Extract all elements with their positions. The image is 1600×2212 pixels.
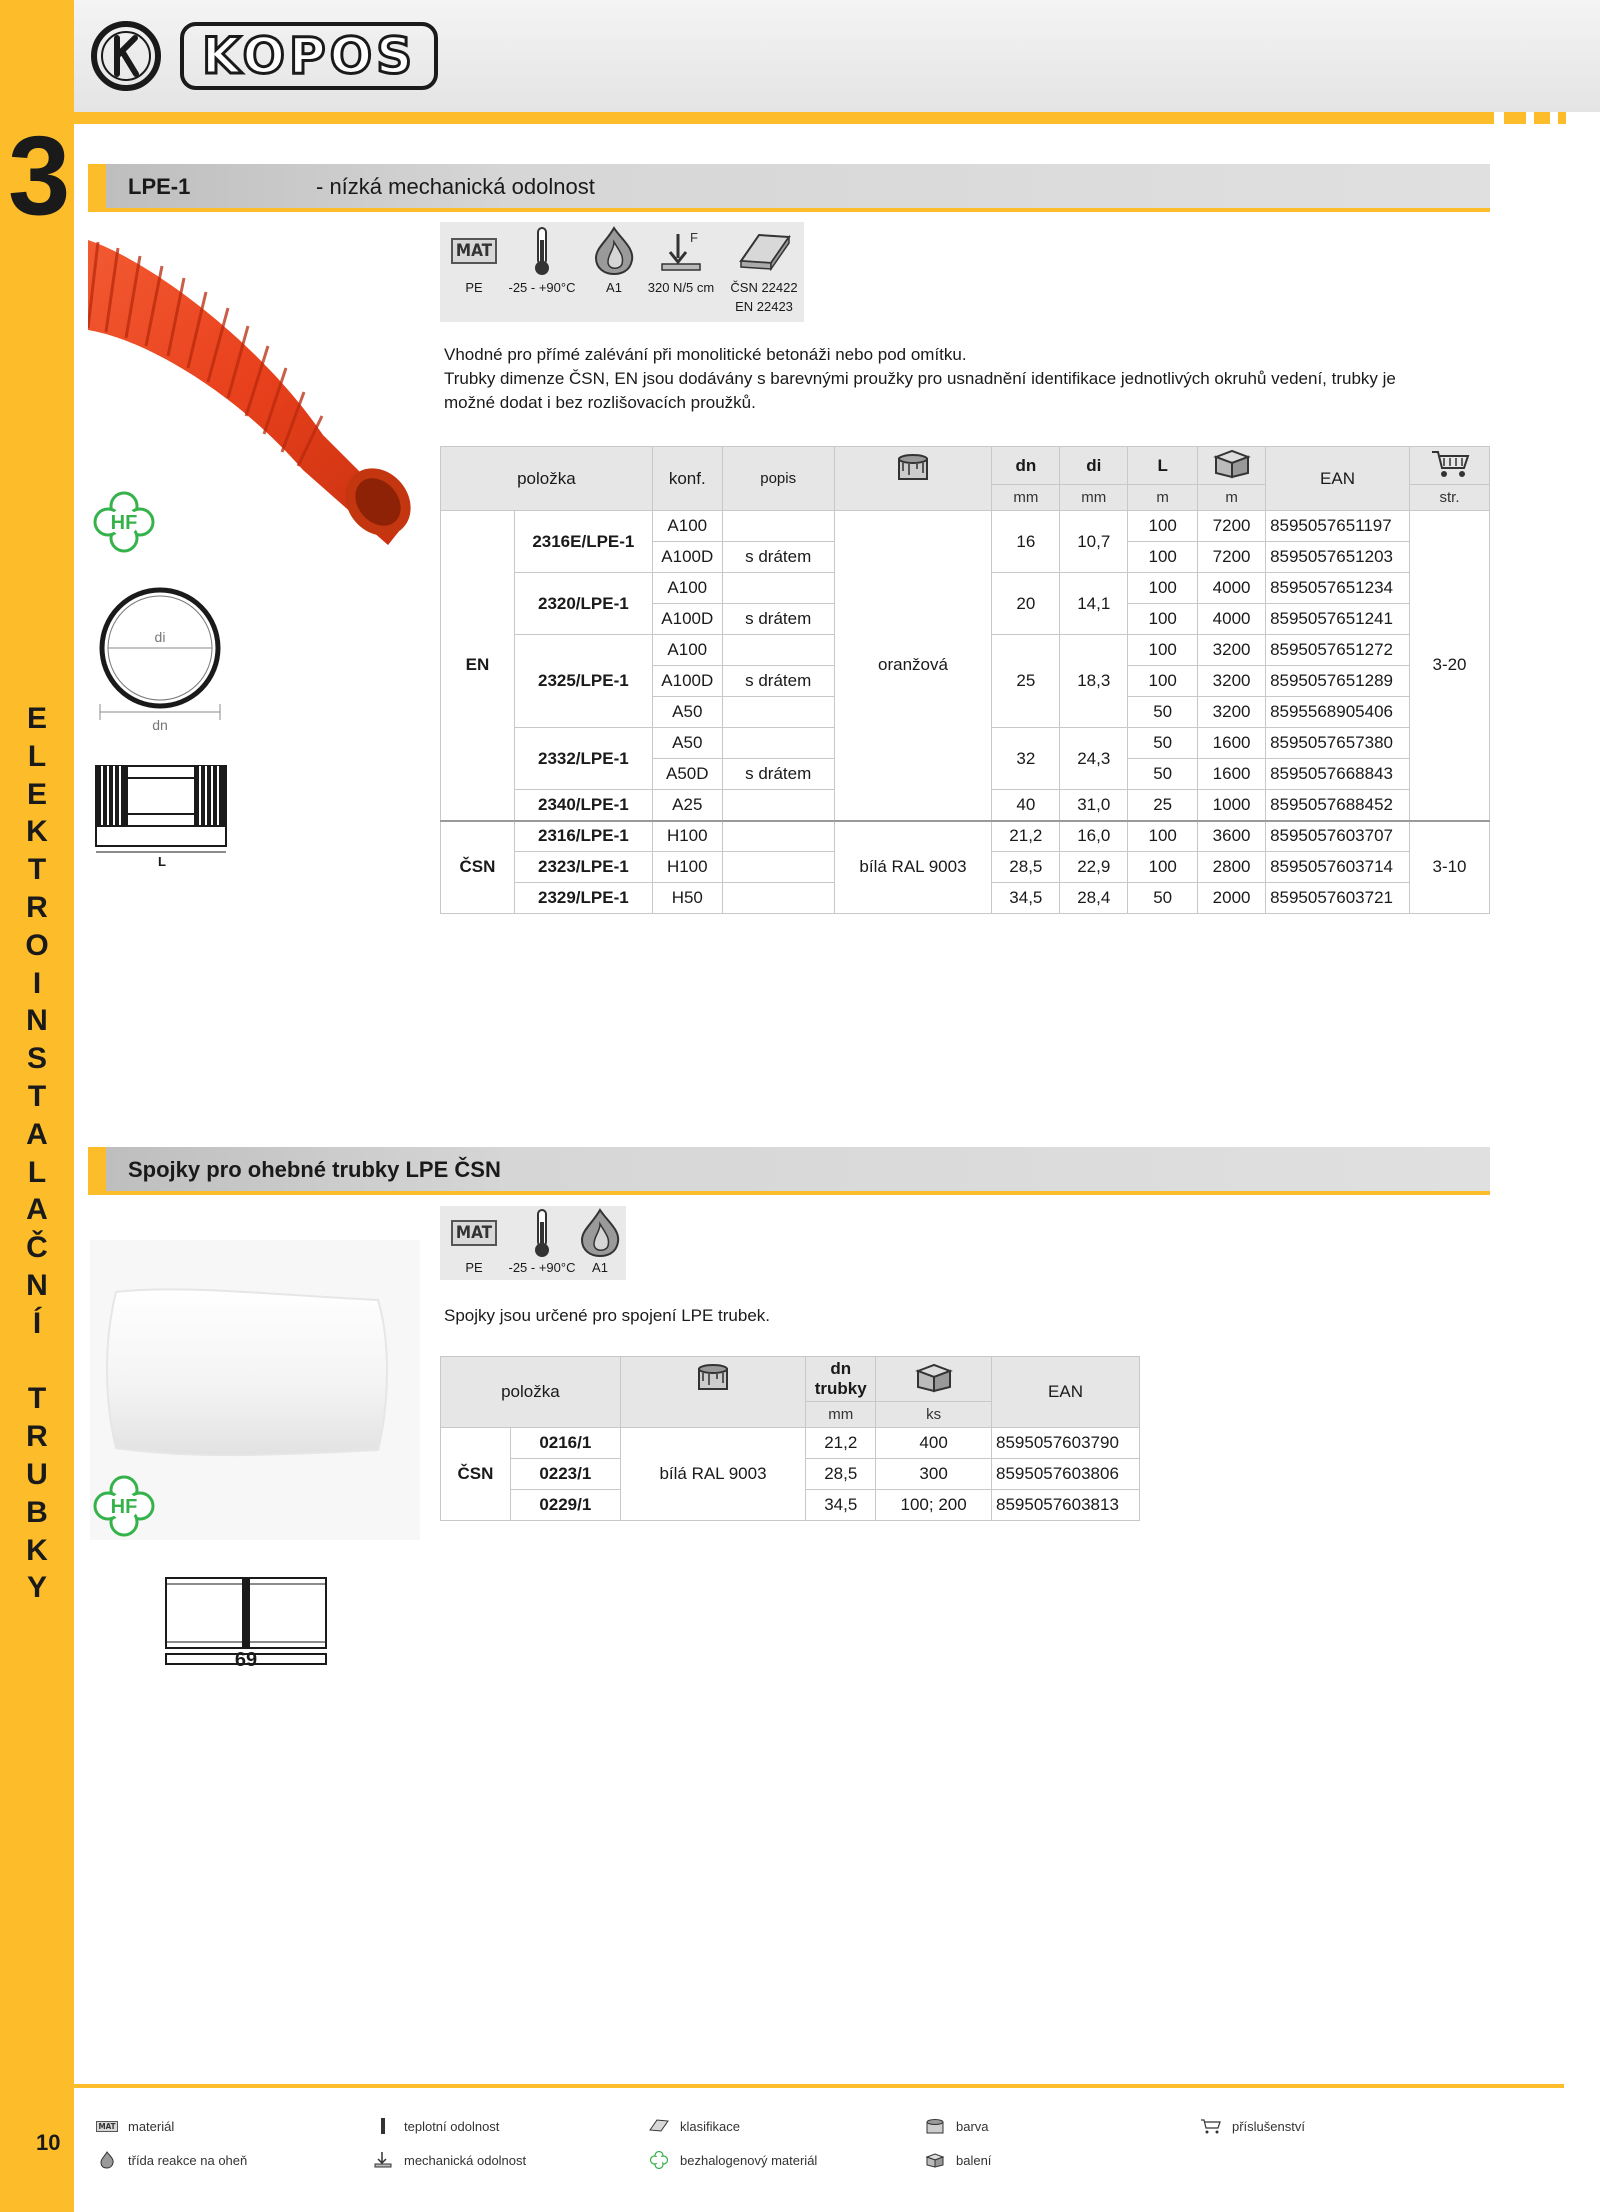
cell-ean: 8595057603721 — [1266, 883, 1410, 914]
cell-popis — [722, 697, 834, 728]
cell-di: 31,0 — [1060, 790, 1128, 821]
group-label-en: EN — [441, 511, 515, 821]
cell-box: 1000 — [1198, 790, 1266, 821]
cell-konf: A100 — [652, 511, 722, 542]
cell-popis — [722, 728, 834, 759]
cell-L: 50 — [1128, 883, 1198, 914]
section-header-spojky — [88, 1147, 1490, 1195]
cell-dn: 21,2 — [806, 1428, 876, 1459]
icon-label: A1 — [606, 280, 622, 295]
force-icon — [372, 2152, 394, 2168]
cell-konf: H50 — [652, 883, 722, 914]
vertical-letter: S — [26, 1042, 47, 1076]
header-di: di — [1060, 447, 1128, 485]
color-icon — [924, 2118, 946, 2134]
flame-icon — [578, 1208, 622, 1258]
section-header-lpe1 — [88, 164, 1490, 212]
cell-konf: A50 — [652, 697, 722, 728]
header-L: L — [1128, 447, 1198, 485]
mat-icon: MAT — [451, 238, 497, 264]
legend-item-halogen-free — [648, 2152, 817, 2168]
flame-icon — [96, 2152, 118, 2168]
item-name: 2316/LPE-1 — [514, 821, 652, 852]
color-icon — [895, 451, 931, 481]
cell-konf: H100 — [652, 852, 722, 883]
cell-dn: 32 — [992, 728, 1060, 790]
legend-label: klasifikace — [680, 2118, 740, 2134]
unit-L: m — [1128, 485, 1198, 511]
cell-ean: 8595057603813 — [992, 1490, 1140, 1521]
legend-label: mechanická odolnost — [404, 2152, 527, 2168]
cell-konf: H100 — [652, 821, 722, 852]
icon-label: 320 N/5 cm — [647, 280, 715, 295]
item-name: 0216/1 — [510, 1428, 620, 1459]
cell-ean: 8595057603714 — [1266, 852, 1410, 883]
footer-accent-line — [74, 2084, 1564, 2088]
item-name: 2332/LPE-1 — [514, 728, 652, 790]
spojky-spec-table — [440, 1356, 1140, 1521]
classification-icon — [737, 231, 791, 271]
lpe1-description — [444, 343, 1494, 415]
unit-dn: mm — [806, 1402, 876, 1428]
pipe-cross-section-drawing — [96, 584, 226, 734]
length-label: L — [158, 854, 166, 869]
cell-ean: 8595057651272 — [1266, 635, 1410, 666]
section-accent — [88, 1147, 106, 1191]
vertical-letter: Í — [32, 1306, 42, 1340]
mat-icon: MAT — [451, 1220, 497, 1246]
vertical-letter: K — [26, 1533, 48, 1567]
cell-ean: 8595057657380 — [1266, 728, 1410, 759]
legend-label: bezhalogenový materiál — [680, 2152, 818, 2168]
icon-label: A1 — [592, 1260, 608, 1275]
header-color — [834, 447, 992, 511]
cell-box: 7200 — [1198, 542, 1266, 573]
legend-label: balení — [956, 2152, 992, 2168]
cell-popis — [722, 883, 834, 914]
force-icon-text: F — [690, 230, 698, 245]
cell-popis: s drátem — [722, 604, 834, 635]
cell-L: 50 — [1128, 759, 1198, 790]
description-line: možné dodat i bez rozlišovacích proužků. — [444, 393, 756, 412]
cell-ean: 8595057651203 — [1266, 542, 1410, 573]
section-title: LPE-1 — [128, 174, 191, 199]
cell-ean: 8595057651234 — [1266, 573, 1410, 604]
icon-cell-temperature — [500, 222, 584, 295]
unit-di: mm — [1060, 485, 1128, 511]
header-polozka: položka — [441, 447, 653, 511]
header-dn: dn — [992, 447, 1060, 485]
item-name: 0223/1 — [510, 1459, 620, 1490]
cell-dn: 34,5 — [992, 883, 1060, 914]
icon-cell-classification — [724, 222, 804, 314]
legend-label: teplotní odolnost — [404, 2118, 500, 2134]
group-color-csn: bílá RAL 9003 — [834, 821, 992, 914]
cell-L: 100 — [1128, 821, 1198, 852]
cell-di: 10,7 — [1060, 511, 1128, 573]
cell-ean: 8595057688452 — [1266, 790, 1410, 821]
item-name: 2316E/LPE-1 — [514, 511, 652, 573]
cell-ean: 8595057651241 — [1266, 604, 1410, 635]
vertical-letter: I — [32, 966, 42, 1000]
pipe-side-view-drawing — [92, 762, 232, 870]
cell-ean: 8595057668843 — [1266, 759, 1410, 790]
cart-icon — [1200, 2118, 1222, 2134]
cell-ean: 8595057603790 — [992, 1428, 1140, 1459]
box-icon — [1212, 447, 1252, 479]
vertical-chapter-title — [0, 700, 74, 1607]
vertical-letter: E — [26, 777, 47, 811]
flame-icon — [592, 226, 636, 276]
cart-icon — [1430, 448, 1470, 478]
cell-popis — [722, 852, 834, 883]
cell-L: 100 — [1128, 604, 1198, 635]
cell-box: 3200 — [1198, 697, 1266, 728]
icon-label: -25 - +90°C — [508, 280, 576, 295]
legend-item-material — [96, 2118, 174, 2134]
group-label-csn: ČSN — [441, 821, 515, 914]
vertical-letter: R — [26, 890, 48, 924]
property-icons-spojky — [440, 1206, 626, 1280]
thermometer-icon — [531, 226, 553, 276]
vertical-letter: A — [26, 1193, 48, 1227]
item-name: 0229/1 — [510, 1490, 620, 1521]
cell-L: 100 — [1128, 573, 1198, 604]
cell-popis — [722, 573, 834, 604]
header-accent-line — [74, 112, 1494, 124]
cell-dn: 28,5 — [992, 852, 1060, 883]
cell-di: 28,4 — [1060, 883, 1128, 914]
thermometer-icon — [531, 1208, 553, 1258]
cell-konf: A100D — [652, 666, 722, 697]
cell-box: 7200 — [1198, 511, 1266, 542]
accent-block — [1558, 112, 1566, 124]
vertical-letter: O — [25, 928, 49, 962]
cell-ean: 8595057603707 — [1266, 821, 1410, 852]
cell-box: 2800 — [1198, 852, 1266, 883]
cell-L: 50 — [1128, 697, 1198, 728]
hf-badge-icon — [92, 490, 156, 554]
cell-konf: A100D — [652, 542, 722, 573]
group-color-en: oranžová — [834, 511, 992, 821]
icon-cell-material — [440, 222, 508, 295]
hf-badge-text: HF — [110, 512, 138, 534]
page-number: 10 — [36, 2130, 61, 2155]
vertical-letter: N — [26, 1268, 48, 1302]
unit-box: ks — [876, 1402, 992, 1428]
unit-box: m — [1198, 485, 1266, 511]
cell-dn: 21,2 — [992, 821, 1060, 852]
cell-box: 4000 — [1198, 604, 1266, 635]
description-line: Vhodné pro přímé zalévání při monolitické betonáži nebo pod omítku. — [444, 345, 967, 364]
item-name: 2323/LPE-1 — [514, 852, 652, 883]
icon-label-second: EN 22423 — [735, 299, 793, 314]
table-row — [441, 511, 1490, 542]
vertical-letter: B — [26, 1495, 48, 1529]
spojky-description: Spojky jsou určené pro spojení LPE trubek. — [444, 1306, 771, 1325]
box-icon — [914, 1361, 954, 1393]
cell-popis — [722, 821, 834, 852]
coupling-length-label: 69 — [234, 1649, 258, 1671]
kopos-emblem-icon — [90, 20, 162, 92]
hf-badge-text: HF — [110, 1496, 138, 1518]
description-line: Trubky dimenze ČSN, EN jsou dodávány s barevnými proužky pro usnadnění identifikace jednotlivých okruhů vedení, trubky je — [444, 369, 1396, 388]
header-cart — [1410, 447, 1490, 485]
cell-L: 50 — [1128, 728, 1198, 759]
coupling-drawing — [162, 1572, 332, 1680]
group-color: bílá RAL 9003 — [620, 1428, 806, 1521]
header-dn-line2: trubky — [814, 1379, 867, 1398]
icon-cell-fire — [584, 222, 644, 295]
cell-dn: 20 — [992, 573, 1060, 635]
cell-konf: A100 — [652, 635, 722, 666]
cell-di: 14,1 — [1060, 573, 1128, 635]
section-title: Spojky pro ohebné trubky LPE ČSN — [128, 1157, 501, 1182]
icon-label: PE — [465, 280, 483, 295]
property-icons-lpe1 — [440, 222, 804, 322]
kopos-wordmark: KOPOS — [180, 22, 438, 90]
legend-label: třída reakce na oheň — [128, 2152, 248, 2168]
cell-konf: A50 — [652, 728, 722, 759]
cell-ean: 8595057603806 — [992, 1459, 1140, 1490]
hf-badge-icon — [92, 1474, 156, 1538]
cell-box: 400 — [876, 1428, 992, 1459]
icon-cell-mechanical — [638, 222, 724, 295]
chapter-number: 3 — [8, 113, 71, 238]
kopos-logo — [90, 20, 438, 92]
cell-popis — [722, 511, 834, 542]
cell-L: 100 — [1128, 511, 1198, 542]
accent-block — [1534, 112, 1550, 124]
icon-cell-material — [440, 1206, 508, 1275]
mat-icon: MAT — [98, 2121, 116, 2131]
cell-popis: s drátem — [722, 666, 834, 697]
legend-label: příslušenství — [1232, 2118, 1305, 2134]
cell-popis: s drátem — [722, 759, 834, 790]
header-box — [1198, 447, 1266, 485]
cell-popis — [722, 635, 834, 666]
cell-L: 100 — [1128, 666, 1198, 697]
cell-di: 16,0 — [1060, 821, 1128, 852]
cell-box: 100; 200 — [876, 1490, 992, 1521]
cell-konf: A100D — [652, 604, 722, 635]
item-name: 2340/LPE-1 — [514, 790, 652, 821]
vertical-letter: K — [26, 815, 48, 849]
section-subtitle: - nízká mechanická odolnost — [316, 174, 595, 199]
lpe1-spec-table — [440, 446, 1490, 914]
table-row — [441, 1428, 1140, 1459]
legend-item-packaging — [924, 2152, 991, 2168]
hf-icon — [648, 2152, 670, 2168]
icon-label: -25 - +90°C — [508, 1260, 576, 1275]
icon-label: PE — [465, 1260, 483, 1275]
cell-box: 300 — [876, 1459, 992, 1490]
cell-ean: 8595057651197 — [1266, 511, 1410, 542]
vertical-letter: N — [26, 1004, 48, 1038]
vertical-letter: R — [26, 1420, 48, 1454]
cell-L: 100 — [1128, 852, 1198, 883]
header-accent-blocks — [1504, 112, 1566, 124]
item-name: 2320/LPE-1 — [514, 573, 652, 635]
item-name: 2325/LPE-1 — [514, 635, 652, 728]
group-str-csn: 3-10 — [1410, 821, 1490, 914]
inner-diameter-label: di — [154, 629, 166, 645]
cell-dn: 28,5 — [806, 1459, 876, 1490]
thermometer-icon — [372, 2118, 394, 2134]
legend-label: barva — [956, 2118, 989, 2134]
cell-dn: 34,5 — [806, 1490, 876, 1521]
cell-di: 18,3 — [1060, 635, 1128, 728]
legend-item-temperature — [372, 2118, 499, 2134]
header-dn-line1: dn — [830, 1359, 852, 1378]
header-ean: EAN — [992, 1357, 1140, 1428]
vertical-letter: U — [26, 1457, 48, 1491]
item-name: 2329/LPE-1 — [514, 883, 652, 914]
vertical-letter: T — [27, 1079, 47, 1113]
legend-item-mechanical — [372, 2152, 526, 2168]
accent-block — [1504, 112, 1526, 124]
cell-box: 1600 — [1198, 728, 1266, 759]
vertical-letter: Y — [26, 1571, 47, 1605]
vertical-letter: A — [26, 1117, 48, 1151]
legend-item-classification — [648, 2118, 740, 2134]
vertical-letter: T — [27, 1382, 47, 1416]
color-icon — [695, 1361, 731, 1391]
cell-di: 22,9 — [1060, 852, 1128, 883]
cell-di: 24,3 — [1060, 728, 1128, 790]
cell-dn: 40 — [992, 790, 1060, 821]
vertical-letter: E — [26, 702, 47, 735]
header-color — [620, 1357, 806, 1428]
cell-L: 100 — [1128, 635, 1198, 666]
header-polozka: položka — [441, 1357, 621, 1428]
cell-popis: s drátem — [722, 542, 834, 573]
cell-ean: 8595057651289 — [1266, 666, 1410, 697]
cell-box: 3600 — [1198, 821, 1266, 852]
section-accent — [88, 164, 106, 208]
legend-label: materiál — [128, 2118, 175, 2134]
cell-dn: 25 — [992, 635, 1060, 728]
cell-konf: A100 — [652, 573, 722, 604]
header-popis: popis — [722, 447, 834, 511]
cell-konf: A25 — [652, 790, 722, 821]
cell-box: 2000 — [1198, 883, 1266, 914]
legend-item-fire — [96, 2152, 247, 2168]
vertical-letter: T — [27, 853, 47, 887]
vertical-letter: Č — [26, 1231, 48, 1265]
icon-cell-fire — [570, 1206, 630, 1275]
group-label-csn: ČSN — [441, 1428, 511, 1521]
group-str-en: 3-20 — [1410, 511, 1490, 821]
cell-L: 25 — [1128, 790, 1198, 821]
legend-item-color — [924, 2118, 989, 2134]
unit-dn: mm — [992, 485, 1060, 511]
table-row — [441, 821, 1490, 852]
vertical-letter: L — [27, 739, 47, 773]
cell-konf: A50D — [652, 759, 722, 790]
box-icon — [924, 2152, 946, 2168]
cell-box: 1600 — [1198, 759, 1266, 790]
cell-ean: 8595568905406 — [1266, 697, 1410, 728]
force-icon — [658, 228, 704, 274]
cell-box: 4000 — [1198, 573, 1266, 604]
cell-L: 100 — [1128, 542, 1198, 573]
cell-box: 3200 — [1198, 635, 1266, 666]
header-box — [876, 1357, 992, 1402]
legend-item-accessories — [1200, 2118, 1305, 2134]
vertical-letter: L — [27, 1155, 47, 1189]
classification-icon — [648, 2118, 670, 2134]
header-ean: EAN — [1266, 447, 1410, 511]
cell-box: 3200 — [1198, 666, 1266, 697]
cell-dn: 16 — [992, 511, 1060, 573]
header-konf: konf. — [652, 447, 722, 511]
icon-label: ČSN 22422 — [730, 280, 798, 295]
header-dn-trubky — [806, 1357, 876, 1402]
unit-str: str. — [1410, 485, 1490, 511]
outer-diameter-label: dn — [152, 717, 168, 733]
cell-popis — [722, 790, 834, 821]
